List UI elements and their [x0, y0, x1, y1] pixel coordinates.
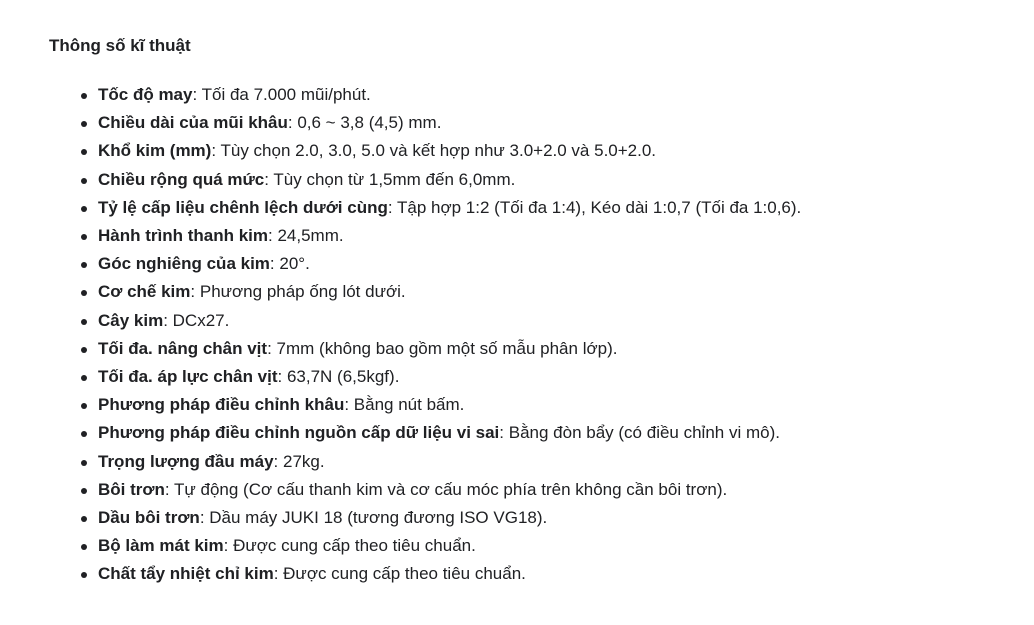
spec-name: Tối đa. áp lực chân vịt	[98, 367, 278, 387]
spec-separator: :	[267, 338, 277, 358]
spec-item	[98, 166, 1009, 194]
spec-value: Phương pháp ống lót dưới.	[199, 282, 406, 302]
bullet-icon	[81, 375, 87, 381]
spec-item	[98, 419, 1009, 447]
bullet-icon	[81, 488, 87, 494]
spec-name: Hành trình thanh kim	[98, 226, 268, 246]
bullet-icon	[81, 319, 87, 325]
spec-value: Được cung cấp theo tiêu chuẩn.	[233, 536, 476, 556]
spec-separator: :	[264, 169, 274, 189]
bullet-icon	[81, 121, 87, 127]
bullet-icon	[81, 431, 87, 437]
spec-item	[98, 222, 1009, 250]
spec-name: Cơ chế kim	[98, 282, 191, 302]
spec-separator: :	[164, 479, 174, 499]
spec-item	[98, 307, 1009, 335]
spec-item	[98, 532, 1009, 560]
spec-separator: :	[277, 367, 287, 387]
spec-item	[98, 476, 1009, 504]
bullet-icon	[81, 290, 87, 296]
spec-item	[98, 391, 1009, 419]
spec-name: Tốc độ may	[98, 85, 193, 104]
spec-item	[98, 278, 1009, 306]
spec-value: DCx27.	[172, 310, 230, 330]
spec-separator: :	[199, 508, 210, 528]
spec-item	[98, 560, 1009, 588]
spec-separator: :	[190, 282, 200, 302]
spec-name: Phương pháp điều chỉnh nguồn cấp dữ liệu vi sai	[98, 423, 500, 443]
spec-section	[49, 34, 1009, 589]
spec-separator: :	[499, 423, 509, 443]
spec-name: Trọng lượng đầu máy	[98, 451, 274, 471]
spec-value: Bằng đòn bẩy (có điều chỉnh vi mô).	[508, 423, 780, 443]
spec-value: Bằng nút bấm.	[353, 395, 465, 415]
spec-name: Khổ kim (mm)	[98, 141, 212, 161]
bullet-icon	[81, 516, 87, 522]
spec-value: Tùy chọn từ 1,5mm đến 6,0mm.	[273, 169, 516, 189]
spec-value: 20°.	[279, 254, 310, 274]
bullet-icon	[81, 262, 87, 268]
spec-separator: :	[269, 254, 280, 274]
bullet-icon	[81, 93, 87, 99]
spec-separator: :	[387, 197, 397, 217]
spec-value: Tối đa 7.000 mũi/phút.	[201, 85, 371, 104]
spec-name: Phương pháp điều chỉnh khâu	[98, 395, 345, 415]
spec-value: 63,7N (6,5kgf).	[286, 367, 400, 387]
spec-separator: :	[192, 85, 202, 104]
spec-name: Bộ làm mát kim	[98, 536, 224, 556]
spec-name: Tỷ lệ cấp liệu chênh lệch dưới cùng	[98, 197, 388, 217]
spec-name: Góc nghiêng của kim	[98, 254, 270, 274]
spec-value: Tùy chọn 2.0, 3.0, 5.0 và kết hợp như 3.0+2.0 và 5.0+2.0.	[220, 141, 657, 161]
spec-value: Tự động (Cơ cấu thanh kim và cơ cấu móc phía trên không cần bôi trơn).	[174, 479, 728, 499]
spec-separator: :	[211, 141, 221, 161]
spec-value: 0,6 ~ 3,8 (4,5) mm.	[297, 113, 442, 133]
bullet-icon	[81, 178, 87, 184]
section-heading: Thông số kĩ thuật	[49, 36, 191, 55]
bullet-icon	[81, 206, 87, 212]
spec-name: Dầu bôi trơn	[98, 508, 200, 528]
spec-separator: :	[273, 451, 283, 471]
spec-name: Cây kim	[98, 310, 164, 330]
spec-separator: :	[268, 226, 278, 246]
spec-name: Bôi trơn	[98, 479, 165, 499]
spec-item	[98, 363, 1009, 391]
spec-value: Tập hợp 1:2 (Tối đa 1:4), Kéo dài 1:0,7 (Tối đa 1:0,6).	[397, 197, 802, 217]
spec-item	[98, 137, 1009, 165]
spec-separator: :	[344, 395, 354, 415]
spec-name: Chất tẩy nhiệt chỉ kim	[98, 564, 274, 584]
spec-value: 7mm (không bao gồm một số mẫu phân lớp).	[276, 338, 618, 358]
bullet-icon	[81, 544, 87, 550]
spec-separator: :	[163, 310, 173, 330]
bullet-icon	[81, 149, 87, 155]
spec-value: Được cung cấp theo tiêu chuẩn.	[283, 564, 526, 584]
spec-item	[98, 335, 1009, 363]
spec-separator: :	[223, 536, 234, 556]
spec-item	[98, 448, 1009, 476]
spec-name: Chiều rộng quá mức	[98, 169, 265, 189]
spec-value: Dầu máy JUKI 18 (tương đương ISO VG18).	[209, 508, 548, 528]
bullet-icon	[81, 572, 87, 578]
spec-item	[98, 250, 1009, 278]
spec-item	[98, 504, 1009, 532]
spec-name: Chiều dài của mũi khâu	[98, 113, 288, 133]
spec-item	[98, 194, 1009, 222]
spec-separator: :	[287, 113, 298, 133]
bullet-icon	[81, 234, 87, 240]
spec-item	[98, 81, 1009, 109]
bullet-icon	[81, 347, 87, 353]
spec-value: 27kg.	[282, 451, 325, 471]
spec-name: Tối đa. nâng chân vịt	[98, 338, 268, 358]
bullet-icon	[81, 460, 87, 466]
spec-separator: :	[273, 564, 284, 584]
spec-item	[98, 109, 1009, 137]
bullet-icon	[81, 403, 87, 409]
spec-value: 24,5mm.	[277, 226, 344, 246]
spec-list	[49, 81, 1009, 589]
